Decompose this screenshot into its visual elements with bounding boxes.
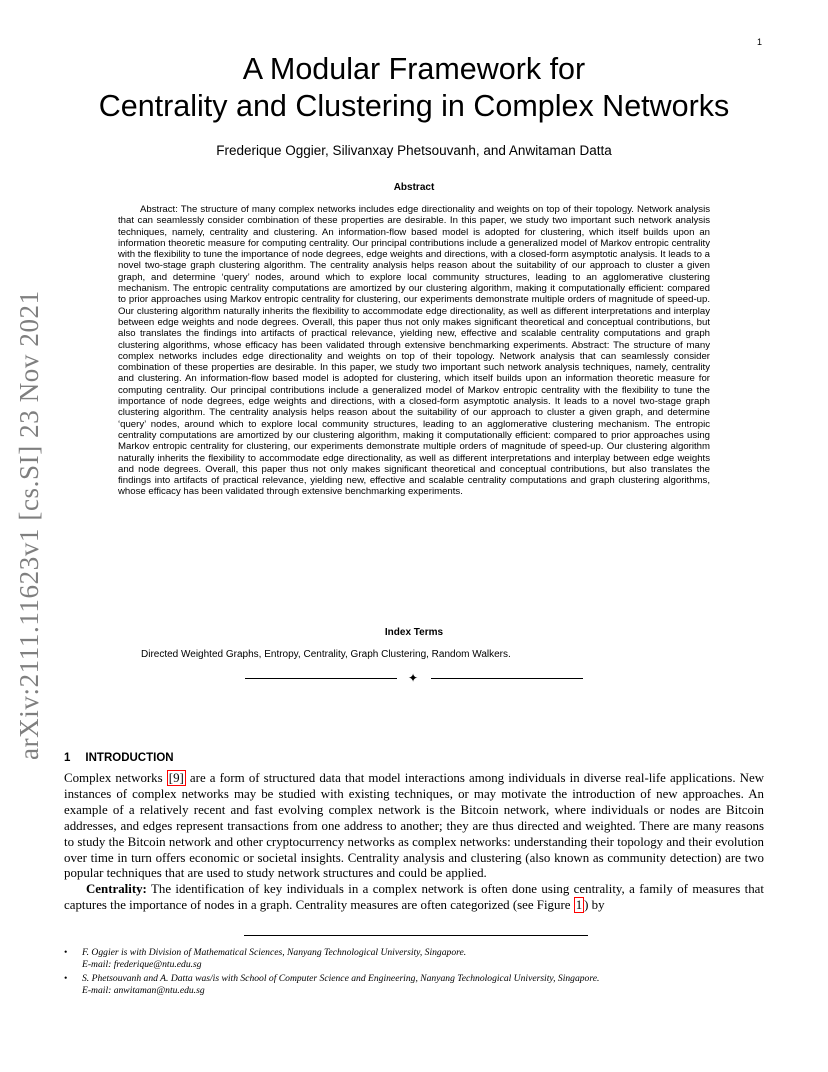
separator-line-right <box>431 678 583 679</box>
title-line-2: Centrality and Clustering in Complex Networks <box>98 89 730 123</box>
para1-text-before-cite: Complex networks <box>64 771 167 785</box>
intro-paragraph-2 <box>64 882 764 914</box>
para2-lead-term: Centrality: <box>86 882 147 897</box>
abstract-heading: Abstract <box>393 182 435 193</box>
arxiv-identifier-stamp: arXiv:2111.11623v1 [cs.SI] 23 Nov 2021 <box>14 290 44 760</box>
para2-text-before-ref: The identification of key individuals in a complex network is often done using centrality, a family of measures that captures the importance of nodes in a graph. Centrality measures are often categorized (see Figure <box>64 882 764 913</box>
para1-text-after-cite: are a form of structured data that model interactions among individuals in diverse real-life applications. New instances of complex networks may be studied with existing techniques, or may motivate the introduction of new approaches. An example of a relatively recent and fast evolving complex network is the Bitcoin network, where individuals or nodes are Bitcoin addresses, and edges represent transactions from one address to another; they are thus directed and weighted. There are many reasons to study the Bitcoin network and other cryptocurrency networks as complex networks: understanding their topology and their evolution over time in turn offers economic or societal insights. Centrality analysis and clustering (also known as community detection) are two popular techniques that are used to study network structures and could be applied. <box>64 771 765 881</box>
footnote-affiliation: S. Phetsouvanh and A. Datta was/is with School of Computer Science and Engineering, Nanyang Technological University, Singapore. <box>82 973 600 984</box>
separator-line-left <box>245 678 397 679</box>
paper-title <box>60 51 768 125</box>
para2-text-after-ref: ) by <box>584 898 605 913</box>
footnote-affiliation: F. Oggier is with Division of Mathematical Sciences, Nanyang Technological University, Singapore. <box>82 947 467 958</box>
figure-reference-link[interactable]: 1 <box>575 898 583 913</box>
citation-link-9[interactable]: [9] <box>168 771 184 785</box>
title-line-1: A Modular Framework for <box>242 52 586 86</box>
separator-star-icon: ✦ <box>408 671 419 685</box>
footnote-email: E-mail: frederique@ntu.edu.sg <box>82 959 202 970</box>
bullet-icon: • <box>64 947 68 958</box>
section-heading-introduction <box>64 752 174 764</box>
section-title-rest: NTRODUCTION <box>88 752 174 764</box>
section-separator <box>245 673 583 685</box>
index-terms-text: Directed Weighted Graphs, Entropy, Centrality, Graph Clustering, Random Walkers. <box>141 649 511 660</box>
footnote-item <box>64 973 764 997</box>
introduction-body <box>64 771 764 914</box>
author-list: Frederique Oggier, Silivanxay Phetsouvanh, and Anwitaman Datta <box>216 143 612 158</box>
footnotes <box>64 947 764 999</box>
bullet-icon: • <box>64 973 68 984</box>
footnote-email: E-mail: anwitaman@ntu.edu.sg <box>82 985 205 996</box>
index-terms-heading: Index Terms <box>384 627 444 638</box>
intro-paragraph-1 <box>64 771 764 882</box>
section-title-initial: I <box>85 752 89 764</box>
page-number: 1 <box>757 37 763 47</box>
footnote-item <box>64 947 764 971</box>
section-number: 1 <box>64 752 71 764</box>
footnote-divider <box>244 935 588 936</box>
abstract-text: Abstract: The structure of many complex networks includes edge directionality and weights on top of their topology. Network analysis that can seamlessly consider combination of these properties are desirable. In this paper, we study two important such network analysis techniques, namely, centrality and clustering. An information-flow based model is adopted for clustering, which itself builds upon an information theoretic measure for computing centrality. Our principal contributions include a generalized model of Markov entropic centrality with the flexibility to tune the importance of node degrees, edge weights and directions, with a closed-form asymptotic analysis. It leads to a novel two-stage graph clustering algorithm. The centrality analysis helps reason about the suitability of our approach to cluster a given graph, and determine ‘query’ nodes, around which to explore local community structures, leading to an agglomerative clustering mechanism. The entropic centrality computations are amortized by our clustering algorithm, making it computationally efficient: compared to prior approaches using Markov entropic centrality for clustering, our experiments demonstrate multiple orders of magnitude of speed-up. Our clustering algorithm naturally inherits the flexibility to accommodate edge directionality, as well as different interpretations and interplay between edge weights and node degrees. Overall, this paper thus not only makes significant theoretical and conceptual contributions, but also translates the findings into artifacts of practical relevance, yielding new, effective and scalable centrality computations and graph clustering algorithms, whose efficacy has been validated through extensive benchmarking experiments. Abstract: The structure of many complex networks includes edge directionality and weights on top of their topology. Network analysis that can seamlessly consider combination of these properties are desirable. In this paper, we study two important such network analysis techniques, namely, centrality and clustering. An information-flow based model is adopted for clustering, which itself builds upon an information theoretic measure for computing centrality. Our principal contributions include a generalized model of Markov entropic centrality with the flexibility to tune the importance of node degrees, edge weights and directions, with a closed-form asymptotic analysis. It leads to a novel two-stage graph clustering algorithm. The centrality analysis helps reason about the suitability of our approach to cluster a given graph, and determine ‘query’ nodes, around which to explore local community structures, leading to an agglomerative clustering mechanism. The entropic centrality computations are amortized by our clustering algorithm, making it computationally efficient: compared to prior approaches using Markov entropic centrality for clustering, our experiments demonstrate multiple orders of magnitude of speed-up. Our clustering algorithm naturally inherits the flexibility to accommodate edge directionality, as well as different interpretations and interplay between edge weights and node degrees. Overall, this paper thus not only makes significant theoretical and conceptual contributions, but also translates the findings into artifacts of practical relevance, yielding new, effective and scalable centrality computations and graph clustering algorithms, whose efficacy has been validated through extensive benchmarking experiments. <box>118 204 710 498</box>
